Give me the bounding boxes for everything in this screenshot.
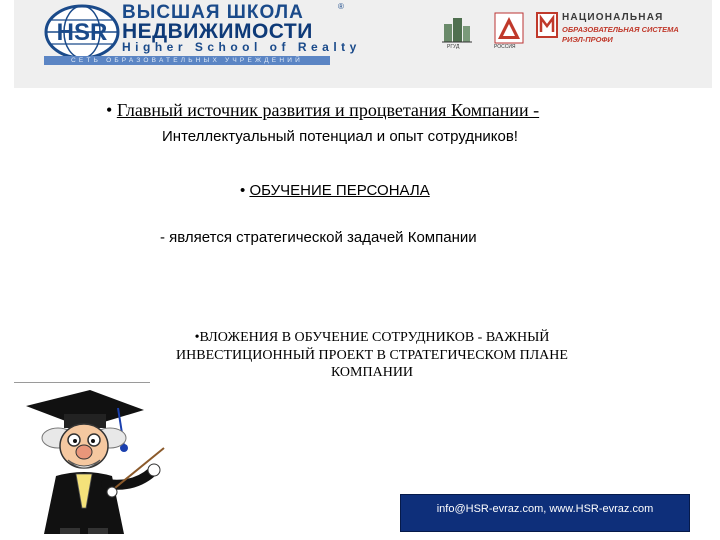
partner1-label: РГУД — [447, 44, 460, 50]
nos-brand: РИЭЛ-ПРОФИ — [562, 35, 613, 44]
rgud-logo-icon — [440, 14, 474, 46]
investment-line2: ИНВЕСТИЦИОННЫЙ ПРОЕКТ В СТРАТЕГИЧЕСКОМ ПЛАНЕ — [176, 347, 568, 363]
logo-line1: ВЫСШАЯ ШКОЛА — [122, 2, 304, 23]
contact-text[interactable]: info@HSR-evraz.com, www.HSR-evraz.com — [436, 503, 654, 515]
logo-abbr: HSR — [56, 19, 108, 46]
investment-line3: КОМПАНИИ — [330, 365, 414, 380]
main-source-text: Главный источник развития и процветания Компании - — [116, 100, 540, 120]
bullet-mark: • — [240, 182, 246, 199]
bullet-mark: • — [106, 100, 113, 120]
logo-registered-mark: ® — [338, 2, 344, 11]
nos-title: НАЦИОНАЛЬНАЯ — [562, 12, 664, 23]
staff-training-text: ОБУЧЕНИЕ ПЕРСОНАЛА — [249, 182, 430, 199]
professor-mascot-icon — [6, 388, 176, 536]
nos-logo-icon — [536, 12, 558, 38]
main-source-statement — [106, 100, 539, 121]
partner-triangle-logo-icon — [494, 12, 524, 46]
logo-strip: СЕТЬ ОБРАЗОВАТЕЛЬНЫХ УЧРЕЖДЕНИЙ — [44, 56, 330, 65]
staff-training-heading — [240, 182, 430, 199]
logo-line3: Higher School of Realty — [122, 40, 361, 54]
investment-line1: •ВЛОЖЕНИЯ В ОБУЧЕНИЕ СОТРУДНИКОВ - ВАЖНЫЙ — [194, 330, 550, 345]
investment-statement — [112, 329, 632, 382]
divider — [14, 382, 150, 383]
intellectual-potential-line: Интеллектуальный потенциал и опыт сотрудников! — [162, 128, 518, 145]
hsr-globe-logo-icon — [44, 4, 120, 60]
logo-line2: НЕДВИЖИМОСТИ — [122, 20, 313, 43]
contact-info[interactable] — [400, 494, 690, 532]
nos-subtitle: ОБРАЗОВАТЕЛЬНАЯ СИСТЕМА — [562, 25, 679, 34]
partner2-label: РОССИЯ — [494, 44, 516, 50]
strategic-task-line: - является стратегической задачей Компании — [160, 229, 477, 246]
